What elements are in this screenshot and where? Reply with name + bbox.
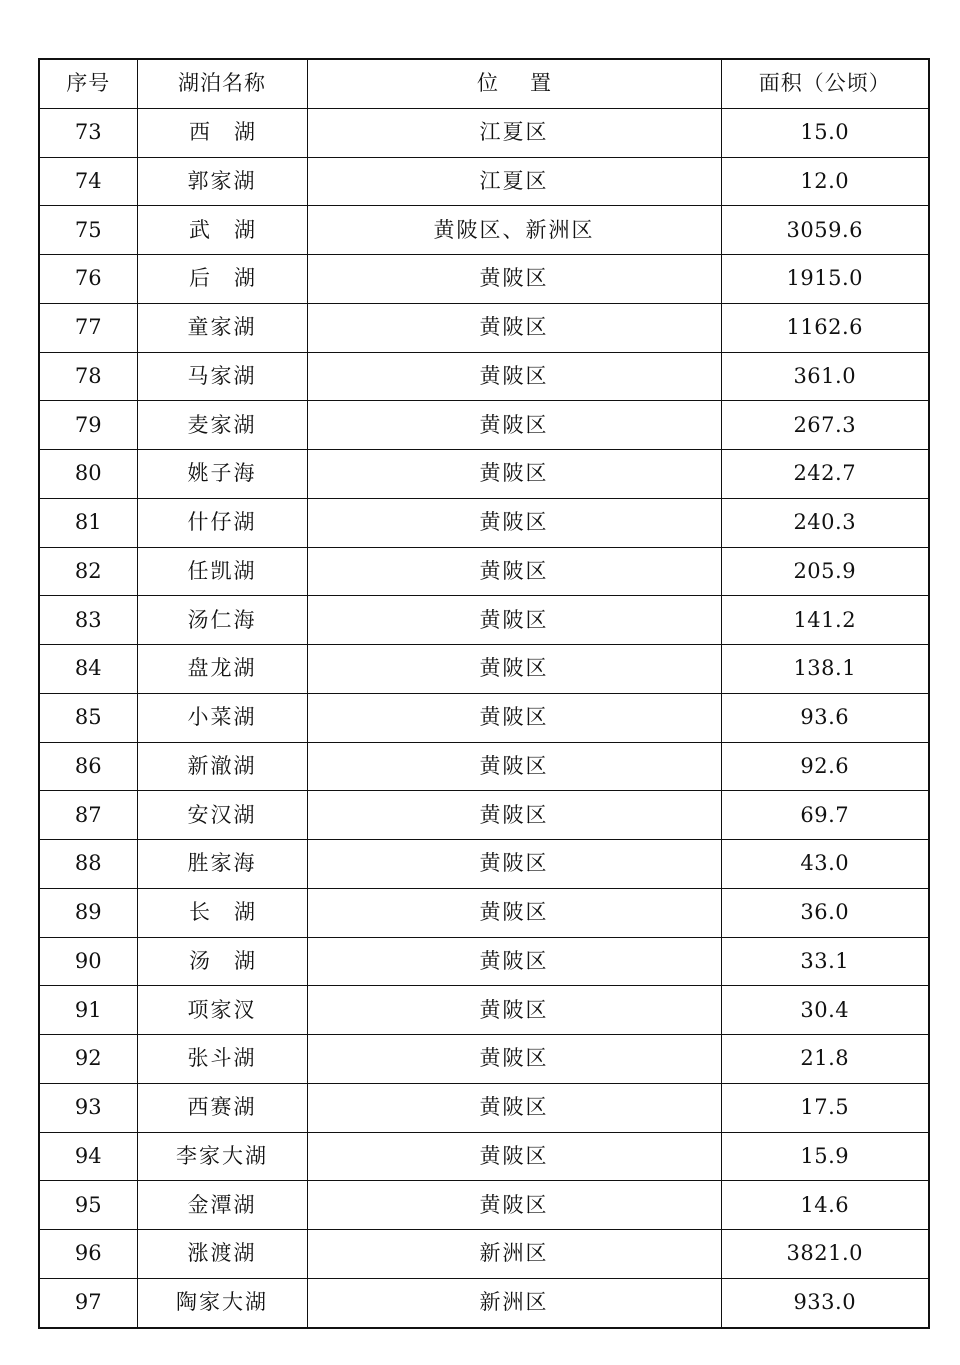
cell-lake-name: 汤仁海 [137,596,307,645]
cell-area: 33.1 [721,937,929,986]
cell-location: 黄陂区 [307,1132,721,1181]
header-area: 面积（公顷） [721,59,929,108]
cell-no: 89 [39,888,137,937]
cell-no: 79 [39,401,137,450]
table-body [39,108,929,1327]
table-row [39,352,929,401]
cell-lake-name: 武湖 [137,206,307,255]
cell-no: 90 [39,937,137,986]
cell-area: 138.1 [721,645,929,694]
cell-area: 1162.6 [721,303,929,352]
cell-no: 82 [39,547,137,596]
cell-area: 15.0 [721,108,929,157]
cell-lake-name: 西赛湖 [137,1083,307,1132]
cell-location: 江夏区 [307,157,721,206]
cell-location: 新洲区 [307,1230,721,1279]
cell-lake-name: 项家汊 [137,986,307,1035]
table-row [39,401,929,450]
cell-area: 43.0 [721,840,929,889]
cell-lake-name: 任凯湖 [137,547,307,596]
header-no: 序号 [39,59,137,108]
table-row [39,450,929,499]
cell-lake-name: 童家湖 [137,303,307,352]
cell-area: 36.0 [721,888,929,937]
cell-area: 93.6 [721,693,929,742]
cell-location: 新洲区 [307,1278,721,1327]
cell-location: 黄陂区 [307,693,721,742]
cell-location: 黄陂区 [307,1035,721,1084]
cell-lake-name: 金潭湖 [137,1181,307,1230]
table-row [39,840,929,889]
table-row [39,547,929,596]
header-name: 湖泊名称 [137,59,307,108]
cell-no: 97 [39,1278,137,1327]
cell-area: 267.3 [721,401,929,450]
table-row [39,596,929,645]
cell-lake-name: 什仔湖 [137,498,307,547]
cell-area: 361.0 [721,352,929,401]
cell-no: 87 [39,791,137,840]
cell-area: 92.6 [721,742,929,791]
table-row [39,1083,929,1132]
cell-lake-name: 涨渡湖 [137,1230,307,1279]
table-row [39,937,929,986]
table-row [39,888,929,937]
cell-location: 黄陂区 [307,498,721,547]
table-row [39,1278,929,1327]
cell-area: 17.5 [721,1083,929,1132]
cell-area: 242.7 [721,450,929,499]
cell-lake-name: 新澈湖 [137,742,307,791]
cell-lake-name: 马家湖 [137,352,307,401]
cell-area: 205.9 [721,547,929,596]
lakes-table [38,58,930,1329]
table-row [39,645,929,694]
cell-lake-name: 后湖 [137,255,307,304]
cell-location: 黄陂区 [307,352,721,401]
cell-area: 30.4 [721,986,929,1035]
cell-no: 93 [39,1083,137,1132]
table-row [39,303,929,352]
cell-no: 78 [39,352,137,401]
cell-lake-name: 西湖 [137,108,307,157]
cell-area: 933.0 [721,1278,929,1327]
cell-lake-name: 姚子海 [137,450,307,499]
cell-location: 黄陂区 [307,401,721,450]
table-row [39,498,929,547]
cell-location: 黄陂区 [307,645,721,694]
cell-no: 77 [39,303,137,352]
table-row [39,791,929,840]
cell-no: 84 [39,645,137,694]
cell-no: 94 [39,1132,137,1181]
cell-area: 21.8 [721,1035,929,1084]
cell-location: 黄陂区 [307,937,721,986]
cell-area: 15.9 [721,1132,929,1181]
cell-area: 3821.0 [721,1230,929,1279]
cell-no: 75 [39,206,137,255]
cell-lake-name: 李家大湖 [137,1132,307,1181]
cell-location: 黄陂区、新洲区 [307,206,721,255]
document-page [38,58,928,1329]
cell-lake-name: 长湖 [137,888,307,937]
cell-area: 14.6 [721,1181,929,1230]
cell-no: 80 [39,450,137,499]
table-row [39,157,929,206]
cell-location: 黄陂区 [307,450,721,499]
cell-lake-name: 麦家湖 [137,401,307,450]
cell-no: 76 [39,255,137,304]
table-header-row [39,59,929,108]
cell-no: 83 [39,596,137,645]
table-row [39,986,929,1035]
cell-location: 江夏区 [307,108,721,157]
cell-area: 141.2 [721,596,929,645]
cell-lake-name: 盘龙湖 [137,645,307,694]
table-row [39,1181,929,1230]
cell-area: 240.3 [721,498,929,547]
cell-lake-name: 郭家湖 [137,157,307,206]
cell-no: 85 [39,693,137,742]
cell-location: 黄陂区 [307,791,721,840]
cell-no: 73 [39,108,137,157]
cell-no: 92 [39,1035,137,1084]
cell-area: 1915.0 [721,255,929,304]
table-row [39,693,929,742]
cell-location: 黄陂区 [307,303,721,352]
table-row [39,1132,929,1181]
header-location: 位置 [307,59,721,108]
cell-location: 黄陂区 [307,547,721,596]
cell-location: 黄陂区 [307,888,721,937]
table-row [39,1230,929,1279]
table-row [39,108,929,157]
cell-location: 黄陂区 [307,840,721,889]
cell-no: 95 [39,1181,137,1230]
cell-no: 88 [39,840,137,889]
cell-area: 12.0 [721,157,929,206]
cell-no: 91 [39,986,137,1035]
cell-location: 黄陂区 [307,596,721,645]
cell-lake-name: 小菜湖 [137,693,307,742]
cell-lake-name: 安汉湖 [137,791,307,840]
cell-no: 96 [39,1230,137,1279]
cell-lake-name: 张斗湖 [137,1035,307,1084]
cell-area: 69.7 [721,791,929,840]
cell-no: 86 [39,742,137,791]
table-row [39,255,929,304]
cell-area: 3059.6 [721,206,929,255]
cell-location: 黄陂区 [307,742,721,791]
cell-location: 黄陂区 [307,986,721,1035]
cell-location: 黄陂区 [307,1083,721,1132]
cell-location: 黄陂区 [307,1181,721,1230]
cell-no: 81 [39,498,137,547]
cell-lake-name: 胜家海 [137,840,307,889]
cell-lake-name: 汤湖 [137,937,307,986]
cell-no: 74 [39,157,137,206]
cell-lake-name: 陶家大湖 [137,1278,307,1327]
table-row [39,1035,929,1084]
cell-location: 黄陂区 [307,255,721,304]
table-row [39,206,929,255]
table-row [39,742,929,791]
